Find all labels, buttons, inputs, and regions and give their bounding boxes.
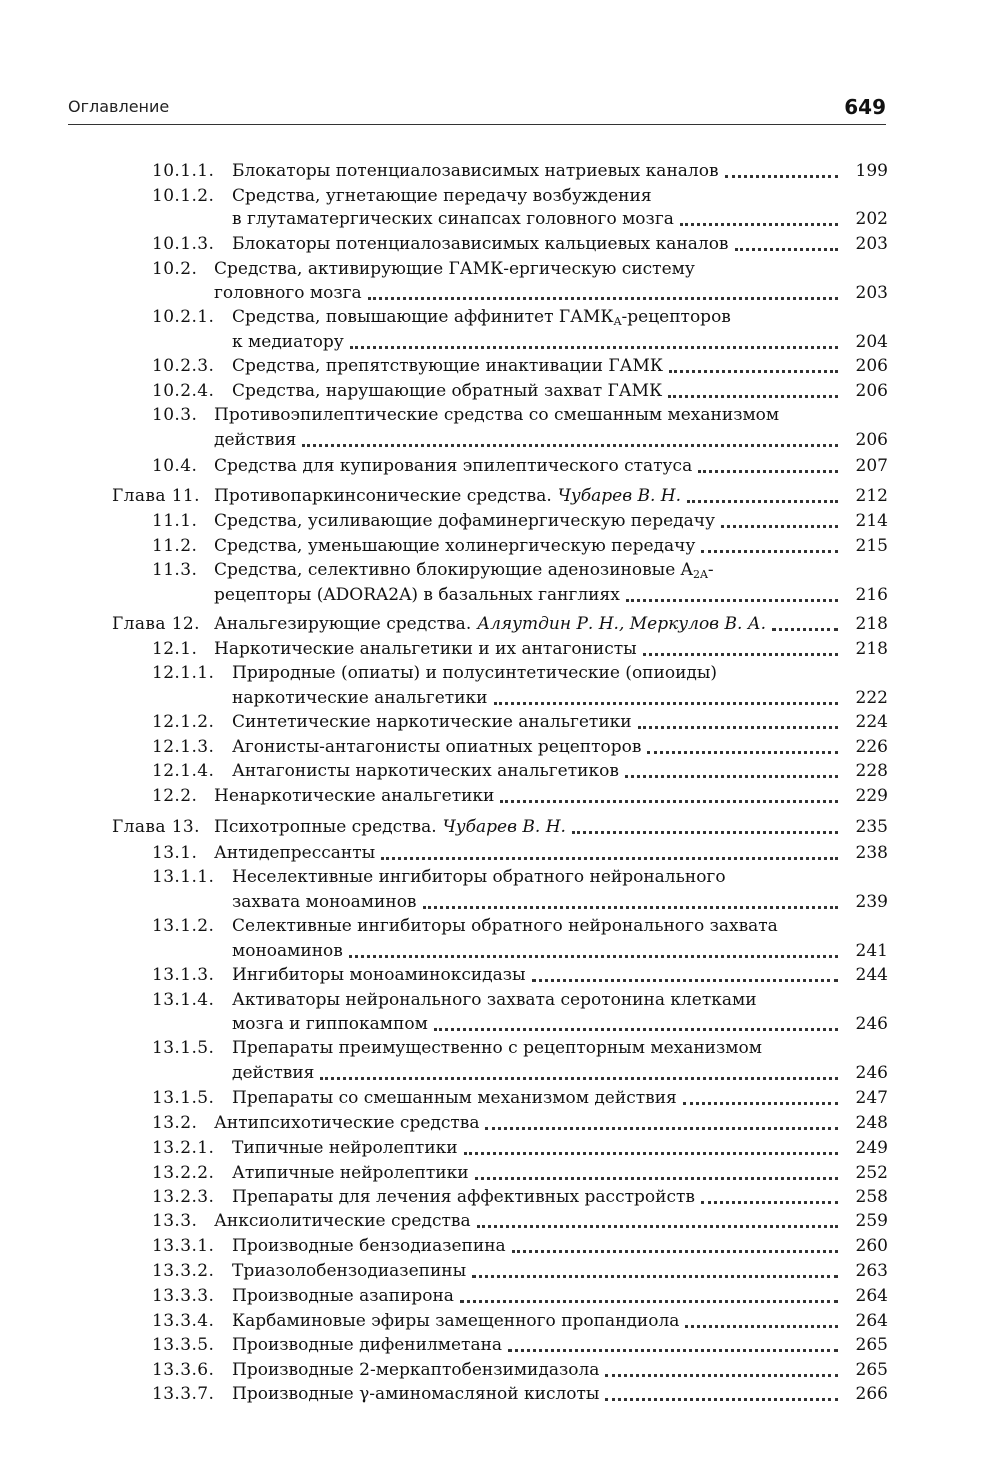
entry-page: 246 (855, 1063, 888, 1083)
entry-number: 10.2.4. (152, 381, 215, 401)
dot-leader (698, 462, 838, 473)
dot-leader (626, 591, 838, 602)
entry-page: 212 (855, 486, 888, 506)
dot-leader (500, 792, 838, 803)
entry-title: Производные γ-аминомасляной кислоты (232, 1384, 600, 1404)
dot-leader (605, 1390, 838, 1401)
entry-title: Средства, активирующие ГАМК-ергическую систему (214, 259, 695, 279)
entry-title: Типичные нейролептики (232, 1138, 458, 1158)
entry-title: Средства, препятствующие инактивации ГАМК (232, 356, 664, 376)
entry-title: в глутаматергических синапсах головного мозга (232, 209, 674, 229)
entry-author: Чубарев В. Н. (557, 486, 682, 506)
toc-line[interactable] (152, 380, 888, 402)
entry-page: 239 (855, 892, 888, 912)
page-number: 649 (844, 95, 886, 119)
entry-number: 11.2. (152, 536, 198, 556)
subscript-suffix: -рецепторов (621, 307, 731, 327)
entry-title: Средства, нарушающие обратный захват ГАМК (232, 381, 663, 401)
entry-number: 12.1.2. (152, 712, 215, 732)
dot-leader (460, 1292, 838, 1303)
entry-number: 13.3.7. (152, 1384, 215, 1404)
entry-number: 12.1.1. (152, 663, 215, 683)
entry-title: действия (214, 430, 297, 450)
entry-number: 12.1.3. (152, 737, 215, 757)
toc-line[interactable] (152, 989, 888, 1011)
entry-page: 214 (855, 511, 888, 531)
dot-leader (683, 1094, 838, 1105)
entry-number: 13.1.2. (152, 916, 215, 936)
toc-line[interactable] (152, 842, 888, 864)
entry-number: 12.1. (152, 639, 198, 659)
entry-author: Чубарев В. Н. (442, 817, 566, 837)
toc-line[interactable] (152, 535, 888, 557)
dot-leader (532, 971, 838, 982)
dot-leader (512, 1242, 838, 1253)
entry-page: 263 (855, 1261, 888, 1281)
entry-title: Средства для купирования эпилептического статуса (214, 456, 693, 476)
entry-number: 13.3.3. (152, 1286, 215, 1306)
toc-line[interactable] (152, 1112, 888, 1134)
toc-line[interactable] (152, 1310, 888, 1332)
entry-number: 11.3. (152, 560, 198, 580)
toc-line[interactable] (112, 485, 888, 507)
entry-number: Глава 12. (112, 614, 200, 634)
entry-number: 10.2.1. (152, 307, 215, 327)
entry-number: 13.2.2. (152, 1163, 215, 1183)
toc-line[interactable] (232, 891, 888, 913)
entry-number: 12.2. (152, 786, 198, 806)
dot-leader (721, 517, 838, 528)
entry-title: Препараты для лечения аффективных расстройств (232, 1187, 695, 1207)
dot-leader (668, 387, 838, 398)
toc-line[interactable] (152, 1260, 888, 1282)
toc-line[interactable] (232, 1062, 888, 1084)
dot-leader (302, 436, 838, 447)
toc-line[interactable] (214, 429, 888, 451)
toc-line[interactable] (152, 662, 888, 684)
dot-leader (350, 338, 838, 349)
toc-line[interactable] (152, 559, 888, 581)
entry-title: Противоэпилептические средства со смешанным механизмом (214, 405, 780, 425)
toc-line[interactable] (232, 208, 888, 230)
entry-title: Препараты преимущественно с рецепторным механизмом (232, 1038, 762, 1058)
entry-title: Средства, селективно блокирующие аденозиновые $A_{2A}-$ (214, 560, 714, 581)
entry-page: 202 (855, 209, 888, 229)
entry-number: Глава 13. (112, 817, 200, 837)
entry-title: наркотические анальгетики (232, 688, 488, 708)
entry-page: 265 (855, 1335, 888, 1355)
entry-title: Активаторы нейронального захвата серотонина клетками (232, 990, 757, 1010)
entry-page: 229 (855, 786, 888, 806)
toc-line[interactable] (214, 584, 888, 606)
entry-title: действия (232, 1063, 315, 1083)
toc-line[interactable] (152, 1162, 888, 1184)
toc-line[interactable] (112, 816, 888, 838)
entry-title: Блокаторы потенциалозависимых кальциевых каналов (232, 234, 729, 254)
entry-number: 13.1.5. (152, 1088, 215, 1108)
entry-title: мозга и гиппокампом (232, 1014, 428, 1034)
entry-number: 10.1.3. (152, 234, 215, 254)
entry-number: 10.1.2. (152, 186, 215, 206)
entry-title: Природные (опиаты) и полусинтетические (опиоиды) (232, 663, 718, 683)
toc-line[interactable] (152, 1210, 888, 1232)
entry-title: Наркотические анальгетики и их антагонисты (214, 639, 637, 659)
entry-title: Агонисты-антагонисты опиатных рецепторов (232, 737, 642, 757)
toc-line[interactable] (232, 940, 888, 962)
dot-leader (381, 849, 838, 860)
subscript: 2A (692, 568, 708, 581)
toc-line[interactable] (152, 1235, 888, 1257)
dot-leader (434, 1020, 838, 1031)
entry-page: 206 (855, 430, 888, 450)
dot-leader (687, 492, 838, 503)
toc-line[interactable] (152, 355, 888, 377)
entry-title: Неселективные ингибиторы обратного нейронального (232, 867, 726, 887)
entry-page: 248 (855, 1113, 888, 1133)
toc-line[interactable] (152, 510, 888, 532)
entry-title: Производные дифенилметана (232, 1335, 503, 1355)
toc-line[interactable] (152, 1359, 888, 1381)
entry-page: 266 (855, 1384, 888, 1404)
entry-number: 13.1.4. (152, 990, 215, 1010)
toc-line[interactable] (152, 736, 888, 758)
entry-page: 206 (855, 381, 888, 401)
entry-number: 12.1.4. (152, 761, 215, 781)
dot-leader (485, 1119, 838, 1130)
dot-leader (320, 1069, 838, 1080)
entry-page: 206 (855, 356, 888, 376)
entry-title: Ингибиторы моноаминоксидазы (232, 965, 526, 985)
entry-title: Блокаторы потенциалозависимых натриевых каналов (232, 161, 719, 181)
dot-leader (725, 167, 838, 178)
dot-leader (669, 362, 838, 373)
entry-number: 13.1.5. (152, 1038, 215, 1058)
entry-page: 222 (855, 688, 888, 708)
toc-line[interactable] (152, 964, 888, 986)
dot-leader (494, 694, 839, 705)
entry-author: Аляутдин Р. Н., Меркулов В. А. (477, 614, 767, 634)
running-title: Оглавление (68, 97, 170, 116)
toc-line[interactable] (152, 1383, 888, 1405)
entry-number: 10.1.1. (152, 161, 215, 181)
toc-line[interactable] (152, 915, 888, 937)
dot-leader (643, 645, 838, 656)
dot-leader (701, 542, 838, 553)
dot-leader (701, 1193, 838, 1204)
entry-page: 241 (855, 941, 888, 961)
entry-title: Средства, уменьшающие холинергическую передачу (214, 536, 696, 556)
entry-page: 203 (855, 283, 888, 303)
entry-title: Производные 2-меркаптобензимидазола (232, 1360, 600, 1380)
toc-line[interactable] (152, 404, 888, 426)
toc-line[interactable] (152, 233, 888, 255)
entry-page: 216 (855, 585, 888, 605)
subscript: A (613, 315, 622, 328)
toc-line[interactable] (152, 711, 888, 733)
dot-leader (464, 1144, 838, 1155)
entry-title: моноаминов (232, 941, 343, 961)
entry-title: Триазолобензодиазепины (232, 1261, 467, 1281)
entry-title: Средства, повышающие аффинитет $ГАМК_A$-рецепторов (232, 307, 731, 328)
entry-number: 10.4. (152, 456, 198, 476)
toc-line[interactable] (152, 1037, 888, 1059)
entry-title: Селективные ингибиторы обратного нейронального захвата (232, 916, 778, 936)
entry-title: Средства, усиливающие дофаминергическую передачу (214, 511, 715, 531)
entry-number: 13.2.1. (152, 1138, 215, 1158)
dot-leader (572, 823, 838, 834)
entry-page: 259 (855, 1211, 888, 1231)
entry-title: к медиатору (232, 332, 344, 352)
entry-page: 249 (855, 1138, 888, 1158)
toc-line[interactable] (152, 866, 888, 888)
entry-page: 238 (855, 843, 888, 863)
toc-line[interactable] (232, 1013, 888, 1035)
toc-line[interactable] (152, 1137, 888, 1159)
toc-line[interactable] (152, 1087, 888, 1109)
toc-line[interactable] (152, 1186, 888, 1208)
entry-number: 13.3.6. (152, 1360, 215, 1380)
entry-page: 228 (855, 761, 888, 781)
entry-page: 260 (855, 1236, 888, 1256)
dot-leader (423, 898, 839, 909)
entry-page: 218 (855, 614, 888, 634)
toc-line[interactable] (214, 282, 888, 304)
subscript-suffix: - (707, 560, 714, 580)
entry-number: 13.2.3. (152, 1187, 215, 1207)
entry-page: 252 (855, 1163, 888, 1183)
entry-title: Синтетические наркотические анальгетики (232, 712, 632, 732)
entry-page: 199 (855, 161, 888, 181)
entry-page: 265 (855, 1360, 888, 1380)
entry-title: Антипсихотические средства (214, 1113, 480, 1133)
entry-number: 11.1. (152, 511, 198, 531)
entry-page: 204 (855, 332, 888, 352)
toc-line[interactable] (232, 687, 888, 709)
dot-leader (368, 289, 838, 300)
entry-number: 13.3.1. (152, 1236, 215, 1256)
entry-title: Производные бензодиазепина (232, 1236, 506, 1256)
toc-line[interactable] (152, 785, 888, 807)
entry-number: 13.1.1. (152, 867, 215, 887)
entry-page: 224 (855, 712, 888, 732)
entry-page: 207 (855, 456, 888, 476)
dot-leader (625, 767, 838, 778)
entry-title: Анксиолитические средства (214, 1211, 471, 1231)
entry-page: 218 (855, 639, 888, 659)
entry-page: 247 (855, 1088, 888, 1108)
toc-line[interactable] (152, 1285, 888, 1307)
entry-number: 13.1.3. (152, 965, 215, 985)
dot-leader (680, 215, 838, 226)
toc-line[interactable] (152, 306, 888, 328)
dot-leader (685, 1317, 838, 1328)
entry-title: Препараты со смешанным механизмом действия (232, 1088, 677, 1108)
entry-title: Карбаминовые эфиры замещенного пропандиола (232, 1311, 680, 1331)
entry-title: Антидепрессанты (214, 843, 376, 863)
entry-page: 226 (855, 737, 888, 757)
entry-number: 13.3.4. (152, 1311, 215, 1331)
entry-title: захвата моноаминов (232, 892, 417, 912)
entry-number: 13.3.5. (152, 1335, 215, 1355)
entry-page: 246 (855, 1014, 888, 1034)
toc-line[interactable] (152, 760, 888, 782)
entry-number: 10.2.3. (152, 356, 215, 376)
entry-title: Средства, угнетающие передачу возбуждения (232, 186, 652, 206)
entry-title: Антагонисты наркотических анальгетиков (232, 761, 619, 781)
entry-title: Психотропные средства. (214, 817, 437, 837)
dot-leader (475, 1169, 838, 1180)
toc-line[interactable] (152, 160, 888, 182)
entry-page: 235 (855, 817, 888, 837)
entry-number: 10.2. (152, 259, 198, 279)
dot-leader (772, 620, 838, 631)
dot-leader (349, 947, 838, 958)
entry-title: Производные азапирона (232, 1286, 454, 1306)
entry-number: 13.1. (152, 843, 198, 863)
entry-number: 10.3. (152, 405, 198, 425)
entry-title: Ненаркотические анальгетики (214, 786, 495, 806)
entry-page: 258 (855, 1187, 888, 1207)
entry-page: 264 (855, 1286, 888, 1306)
dot-leader (477, 1217, 838, 1228)
entry-title: Противопаркинсонические средства. (214, 486, 552, 506)
toc-line[interactable] (232, 331, 888, 353)
dot-leader (472, 1267, 838, 1278)
entry-title: рецепторы (ADORA2A) в базальных ганглиях (214, 585, 620, 605)
entry-number: 13.3.2. (152, 1261, 215, 1281)
entry-title: Анальгезирующие средства. (214, 614, 472, 634)
dot-leader (638, 718, 838, 729)
entry-number: 13.3. (152, 1211, 198, 1231)
toc-line[interactable] (112, 613, 888, 635)
entry-page: 203 (855, 234, 888, 254)
entry-page: 264 (855, 1311, 888, 1331)
toc-line[interactable] (152, 258, 888, 280)
entry-page: 215 (855, 536, 888, 556)
dot-leader (735, 240, 838, 251)
toc-line[interactable] (152, 1334, 888, 1356)
toc-line[interactable] (152, 638, 888, 660)
dot-leader (508, 1341, 838, 1352)
dot-leader (647, 743, 838, 754)
toc-line[interactable] (152, 455, 888, 477)
entry-title: головного мозга (214, 283, 362, 303)
entry-number: Глава 11. (112, 486, 200, 506)
entry-page: 244 (855, 965, 888, 985)
toc-line[interactable] (152, 185, 888, 207)
entry-title: Атипичные нейролептики (232, 1163, 469, 1183)
entry-number: 13.2. (152, 1113, 198, 1133)
dot-leader (605, 1366, 838, 1377)
